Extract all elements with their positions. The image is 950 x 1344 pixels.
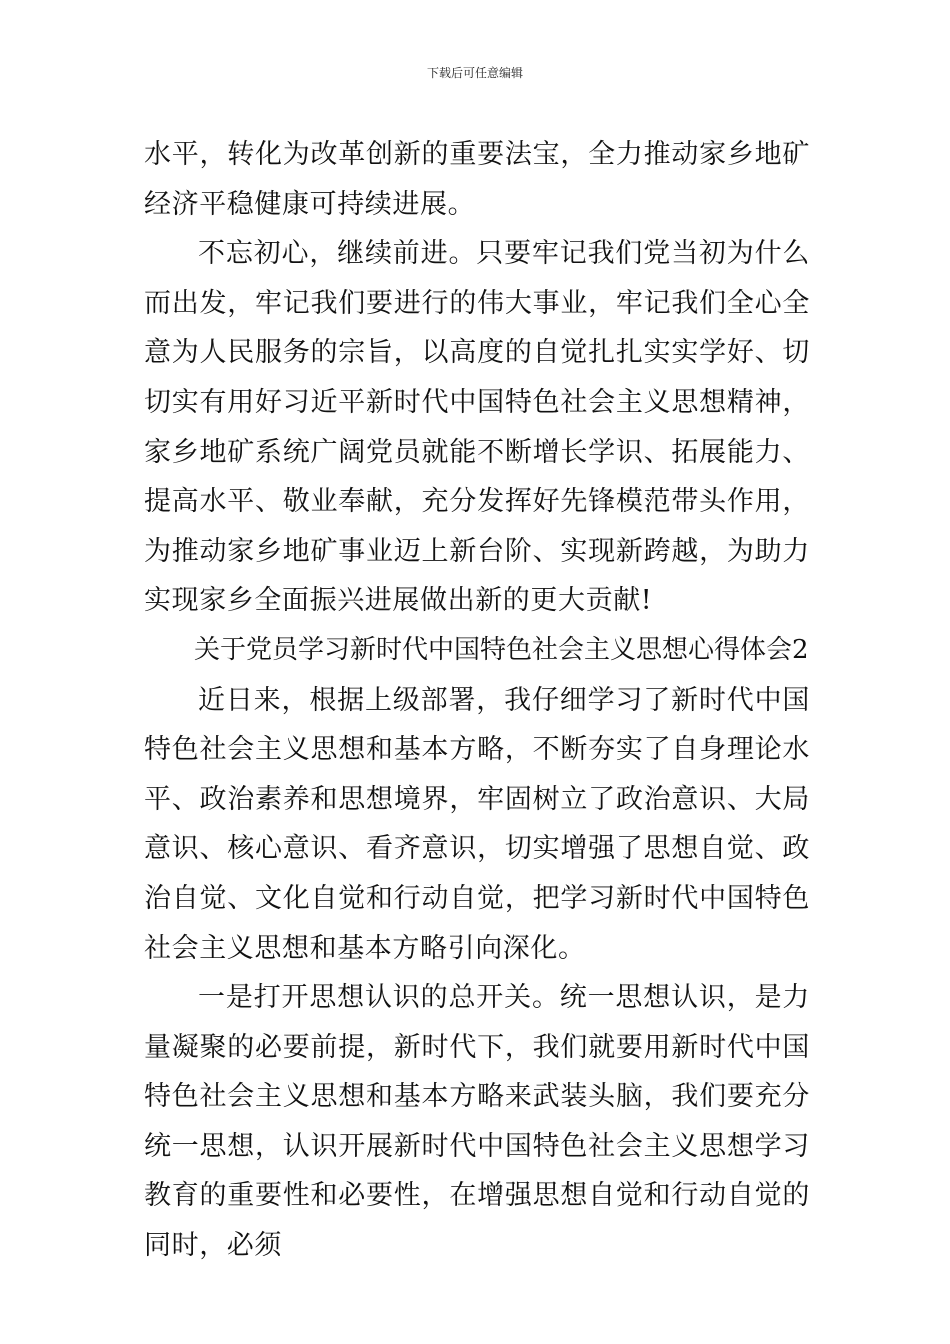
document-body xyxy=(144,130,810,1271)
section-title: 关于党员学习新时代中国特色社会主义思想心得体会2 xyxy=(194,634,809,665)
paragraph-first-point: 一是打开思想认识的总开关。统一思想认识，是力量凝聚的必要前提，新时代下，我们就要用新时代中国特色社会主义思想和基本方略来武装头脑，我们要充分统一思想，认识开展新时代中国特色社会主义思想学习教育的重要性和必要性，在增强思想自觉和行动自觉的同时，必须 xyxy=(144,982,810,1262)
paragraph-recent-study: 近日来，根据上级部署，我仔细学习了新时代中国特色社会主义思想和基本方略，不断夯实了自身理论水平、政治素养和思想境界，牢固树立了政治意识、大局意识、核心意识、看齐意识，切实增强了思想自觉、政治自觉、文化自觉和行动自觉，把学习新时代中国特色社会主义思想和基本方略引向深化。 xyxy=(144,684,810,964)
page-header-note: 下载后可任意编辑 xyxy=(426,66,523,80)
paragraph-continuation: 水平，转化为改革创新的重要法宝，全力推动家乡地矿经济平稳健康可持续进展。 xyxy=(144,139,810,220)
paragraph-not-forget-original-intention: 不忘初心，继续前进。只要牢记我们党当初为什么而出发，牢记我们要进行的伟大事业，牢记我们全心全意为人民服务的宗旨，以高度的自觉扎扎实实学好、切切实有用好习近平新时代中国特色社会主义思想精神，家乡地矿系统广阔党员就能不断增长学识、拓展能力、提高水平、敬业奉献，充分发挥好先锋模范带头作用，为推动家乡地矿事业迈上新台阶、实现新跨越，为助力实现家乡全面振兴进展做出新的更大贡献! xyxy=(144,238,810,617)
